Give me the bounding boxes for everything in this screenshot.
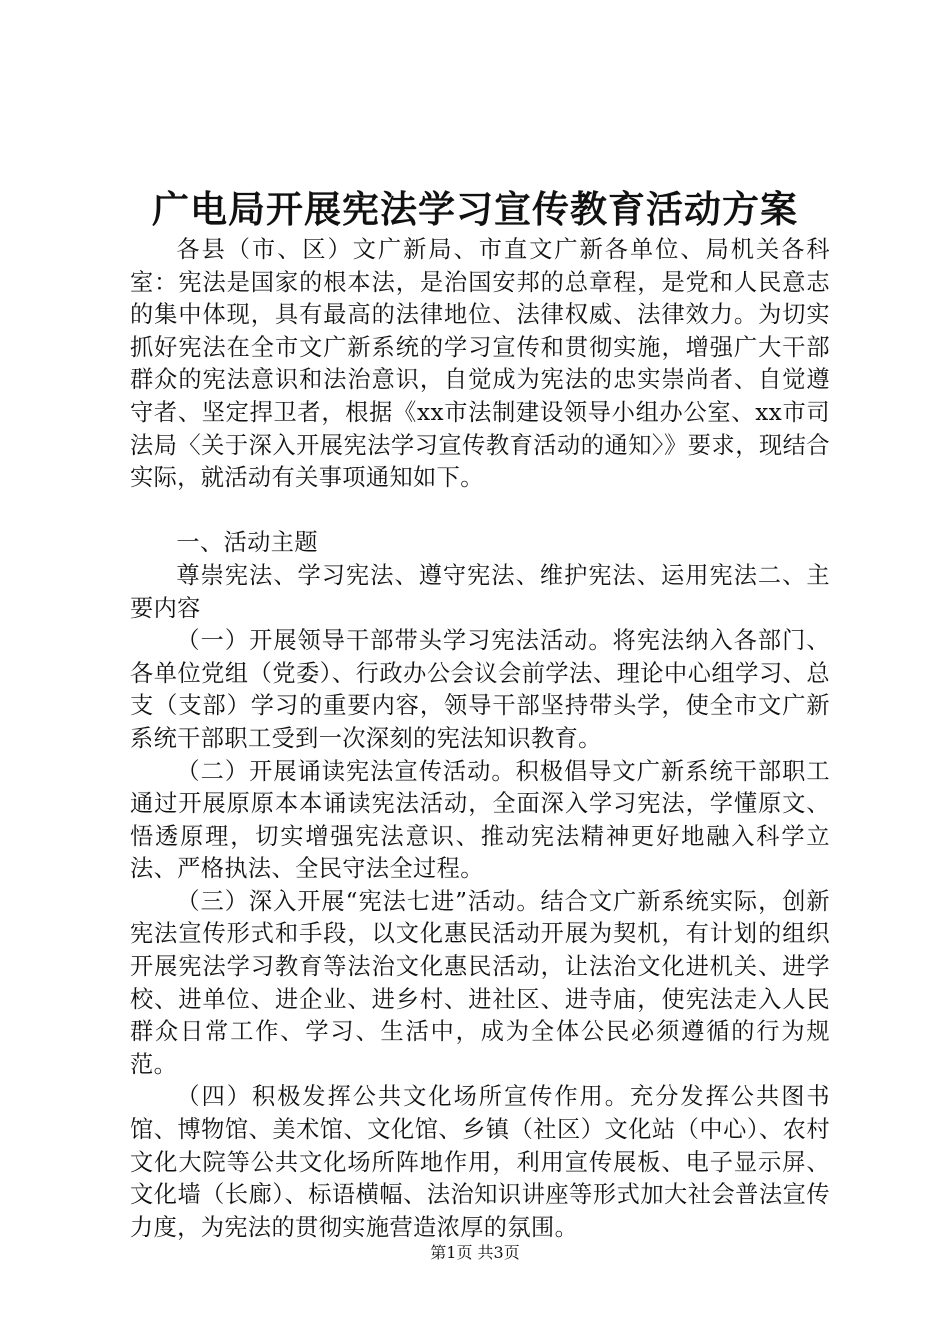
content-item-1: （一）开展领导干部带头学习宪法活动。将宪法纳入各部门、各单位党组（党委）、行政办公会议会前学法、理论中心组学习、总支（支部）学习的重要内容，领导干部坚持带头学，使全市文广新系统干部职工受到一次深刻的宪法知识教育。 [130, 627, 830, 752]
paragraph-spacer [130, 495, 830, 528]
content-item-2: （二）开展诵读宪法宣传活动。积极倡导文广新系统干部职工通过开展原原本本诵读宪法活动，全面深入学习宪法，学懂原文、悟透原理，切实增强宪法意识、推动宪法精神更好地融入科学立法、严格执法、全民守法全过程。 [130, 757, 830, 883]
document-title: 广电局开展宪法学习宣传教育活动方案 [152, 187, 798, 231]
section-heading: 一、活动主题 [176, 529, 318, 557]
intro-paragraph: 各县（市、区）文广新局、市直文广新各单位、局机关各科室：宪法是国家的根本法，是治国安邦的总章程，是党和人民意志的集中体现，具有最高的法律地位、法律权威、法律效力。为切实抓好宪法在全市文广新系统的学习宣传和贯彻实施，增强广大干部群众的宪法意识和法治意识，自觉成为宪法的忠实崇尚者、自觉遵守者、坚定捍卫者，根据《xx市法制建设领导小组办公室、xx市司法局〈关于深入开展宪法学习宣传教育活动的通知〉》要求，现结合实际，就活动有关事项通知如下。 [130, 236, 830, 492]
content-item-4: （四）积极发挥公共文化场所宣传作用。充分发挥公共图书馆、博物馆、美术馆、文化馆、乡镇（社区）文化站（中心）、农村文化大院等公共文化场所阵地作用，利用宣传展板、电子显示屏、文化墙（长廊）、标语横幅、法治知识讲座等形式加大社会普法宣传力度，为宪法的贯彻实施营造浓厚的氛围。 [130, 1083, 830, 1241]
content-item-3: （三）深入开展“宪法七进”活动。结合文广新系统实际，创新宪法宣传形式和手段，以文化惠民活动开展为契机，有计划的组织开展宪法学习教育等法治文化惠民活动，让法治文化进机关、进学校、进单位、进企业、进乡村、进社区、进寺庙，使宪法走入人民群众日常工作、学习、生活中，成为全体公民必须遵循的行为规范。 [130, 887, 830, 1078]
document-body [130, 234, 830, 1244]
section-theme-paragraph: 尊崇宪法、学习宪法、遵守宪法、维护宪法、运用宪法二、主要内容 [130, 561, 830, 622]
page-number: 第1页 共3页 [430, 1243, 520, 1262]
